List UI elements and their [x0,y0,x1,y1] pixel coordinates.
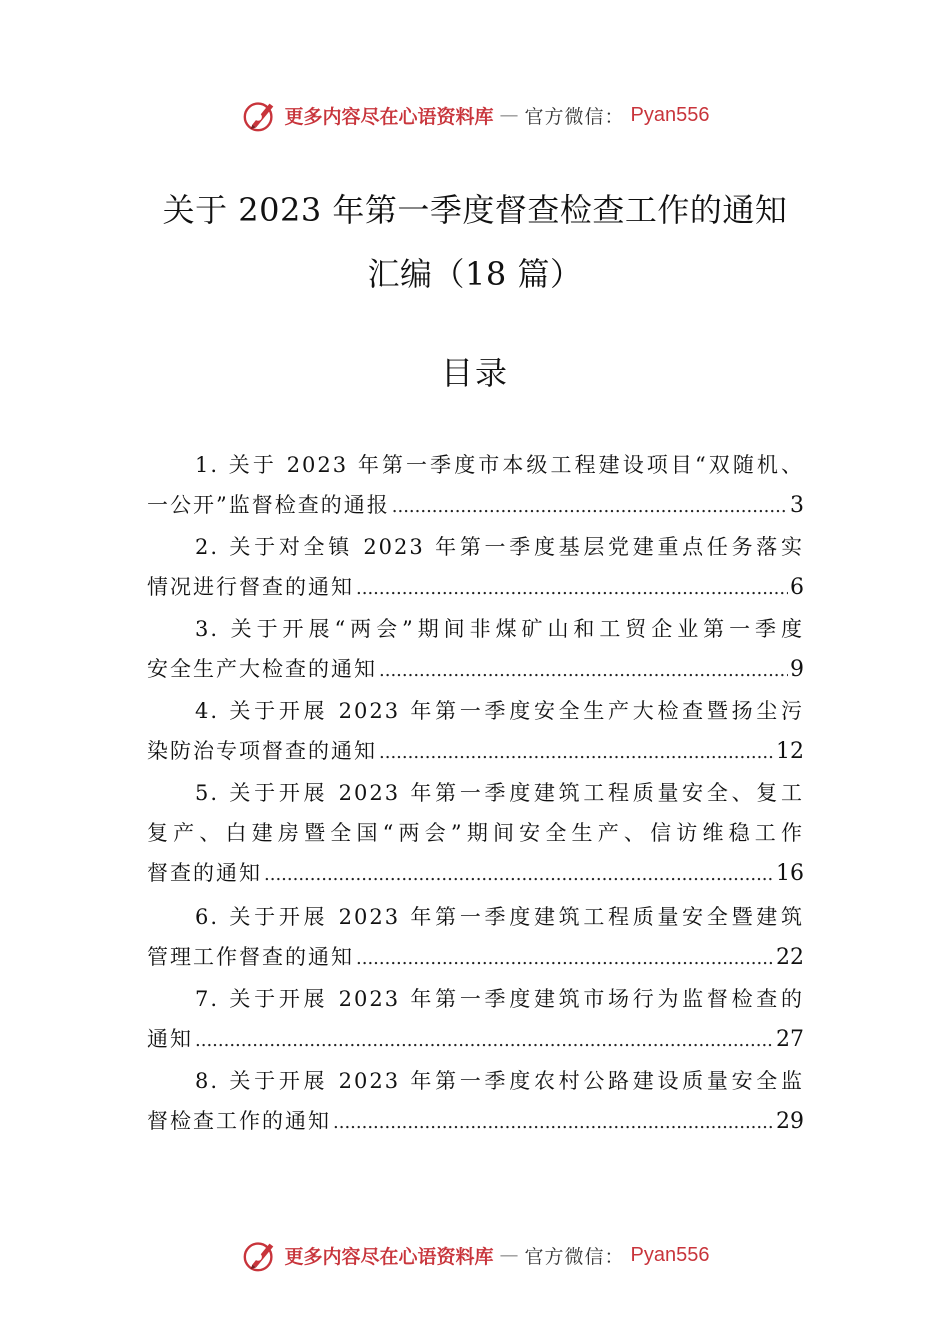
toc-entry-line: 2. 关于对全镇 2023 年第一季度基层党建重点任务落实 [195,535,804,559]
header-banner [0,96,950,134]
banner-separator: — [499,1244,519,1266]
toc-entry-line: 情况进行督查的通知 [147,575,354,599]
toc-entry-line: 1. 关于 2023 年第一季度市本级工程建设项目“双随机、 [195,453,804,477]
toc-entry[interactable] [147,609,804,689]
toc-leader-dots [379,733,774,773]
toc-entry-line: 安全生产大检查的通知 [147,657,377,681]
toc-entry-line: 复产、白建房暨全国“两会”期间安全生产、信访维稳工作 [147,821,804,845]
toc-entry-line: 7. 关于开展 2023 年第一季度建筑市场行为监督检查的 [195,987,804,1011]
toc-entry-line: 染防治专项督查的通知 [147,739,377,763]
banner-wechat-id: Pyan556 [630,103,710,126]
toc-page-number: 12 [776,739,804,764]
toc-entry[interactable] [147,773,804,893]
toc-entry-line: 督查的通知 [147,861,262,885]
toc-page-number: 6 [790,575,804,600]
toc-page-number: 3 [790,493,804,518]
toc-entry[interactable] [147,527,804,607]
toc-leader-dots [333,1103,774,1143]
banner-separator: — [499,104,519,126]
document-title-line-2: 汇编（18 篇） [367,255,583,293]
toc-leader-dots [392,487,788,527]
toc-entry-line: 4. 关于开展 2023 年第一季度安全生产大检查暨扬尘污 [195,699,804,723]
toc-heading: 目录 [440,354,509,392]
pen-logo-icon [241,96,279,134]
toc-entry-line: 一公开”监督检查的通报 [147,493,390,517]
toc-entry[interactable] [147,445,804,525]
toc-entry-line: 5. 关于开展 2023 年第一季度建筑工程质量安全、复工 [195,781,804,805]
banner-main-text: 更多内容尽在心语资料库 [284,105,494,128]
toc-entry-line: 3. 关于开展“两会”期间非煤矿山和工贸企业第一季度 [195,617,804,641]
toc-entry-line: 管理工作督查的通知 [147,945,354,969]
toc-entry-line: 通知 [147,1027,193,1051]
toc-leader-dots [195,1021,774,1061]
toc-entry[interactable] [147,897,804,977]
toc-page-number: 9 [790,657,804,682]
toc-leader-dots [379,651,788,691]
document-title-line-1: 关于 2023 年第一季度督查检查工作的通知 [162,191,788,229]
toc-entry-line: 督检查工作的通知 [147,1109,331,1133]
banner-wechat-id: Pyan556 [630,1243,710,1266]
toc-leader-dots [264,855,774,895]
toc-entry[interactable] [147,1061,804,1141]
banner-main-text: 更多内容尽在心语资料库 [284,1245,494,1268]
toc-entry-line: 8. 关于开展 2023 年第一季度农村公路建设质量安全监 [195,1069,804,1093]
table-of-contents [147,445,804,1141]
banner-wechat-label: 官方微信： [524,1245,625,1268]
toc-entry-line: 6. 关于开展 2023 年第一季度建筑工程质量安全暨建筑 [195,905,804,929]
toc-leader-dots [356,569,788,609]
toc-page-number: 27 [776,1027,804,1052]
toc-page-number: 16 [776,861,804,886]
toc-leader-dots [356,939,774,979]
banner-wechat-label: 官方微信： [524,105,625,128]
toc-entry[interactable] [147,979,804,1059]
toc-page-number: 29 [776,1109,804,1134]
footer-banner [0,1236,950,1274]
toc-page-number: 22 [776,945,804,970]
toc-entry[interactable] [147,691,804,771]
pen-logo-icon [241,1236,279,1274]
